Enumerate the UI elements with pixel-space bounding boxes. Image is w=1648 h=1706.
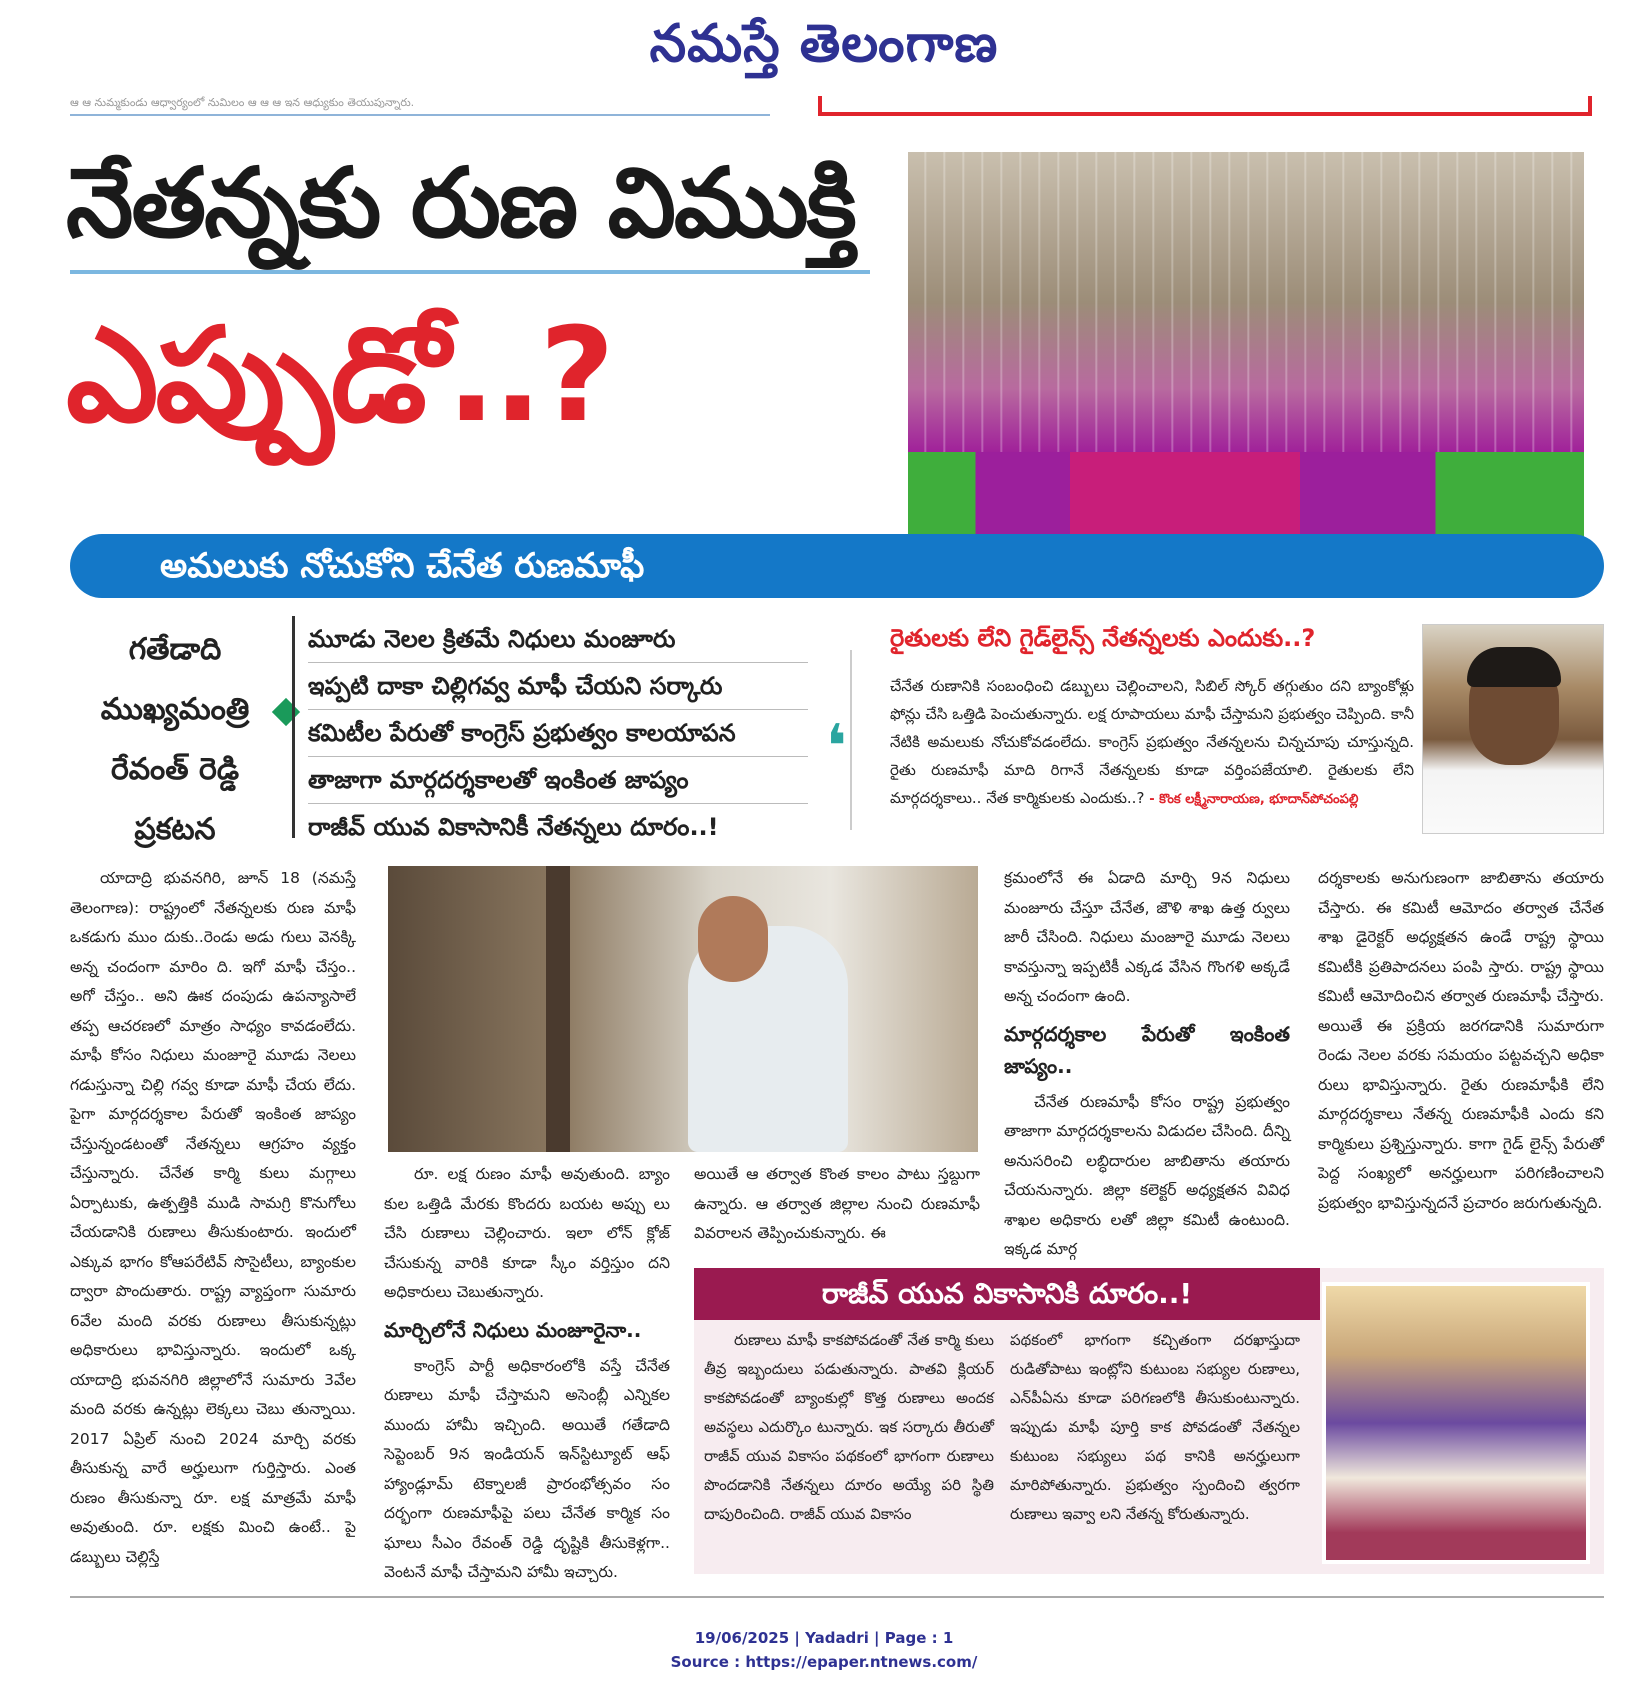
page-bottom-rule — [70, 1596, 1604, 1598]
quote-icon: ❛ — [826, 712, 847, 782]
side-label-line: రేవంత్ రెడ్డి — [110, 752, 240, 787]
side-label-line: ముఖ్యమంత్రి — [100, 692, 250, 727]
bullets-divider — [292, 616, 295, 838]
weaver-photo-pole — [546, 866, 570, 1152]
side-label — [70, 620, 280, 860]
sidebar-story-title: రాజీవ్ యువ వికాసానికి దూరం..! — [694, 1268, 1320, 1320]
portrait-photo — [1422, 624, 1604, 834]
article-column-3 — [694, 1160, 980, 1249]
headline-line2: ఎప్పుడో..? — [66, 299, 612, 451]
weaver-head — [698, 896, 768, 982]
sidebar-story-col-b — [1010, 1326, 1300, 1529]
sidebar-story-col-a — [704, 1326, 994, 1529]
weaver-photo — [388, 866, 978, 1152]
highlight-item: కమిటీల పేరుతో కాంగ్రెస్ ప్రభుత్వం కాలయాపన — [308, 710, 808, 757]
portrait-hair — [1467, 647, 1561, 687]
highlight-item: తాజాగా మార్గదర్శకాలతో ఇంకింత జాప్యం — [308, 757, 808, 804]
side-label-line: ప్రకటన — [134, 812, 216, 847]
footer-source-link[interactable]: Source : https://epaper.ntnews.com/ — [670, 1653, 978, 1671]
article-paragraph: క్రమంలోనే ఈ ఏడాది మార్చి 9న నిధులు మంజూరు చేస్తూ చేనేత, జౌళి శాఖ ఉత్త ర్వులు జారీ చేసింది. నిధులు మంజూరై మూడు నెలలు కావస్తున్నా ఇప్పటికీ ఎక్కడ వేసిన గొంగళి అక్కడే అన్న చందంగా ఉంది. — [1004, 869, 1290, 1005]
article-paragraph: పథకంలో భాగంగా కచ్చితంగా దరఖాస్తుదా రుడితోపాటు ఇంట్లోని కుటుంబ సభ్యుల రుణాలు, ఎన్‌పీఏను కూడా పరిగణలోకి తీసుకుంటున్నారు. ఇప్పుడు మాఫీ పూర్తి కాక పోవడంతో నేతన్నల కుటుంబ సభ్యులు పథ కానికి అనర్హులుగా మారిపోతున్నారు. ప్రభుత్వం స్పందించి త్వరగా రుణాలు ఇవ్వా లని నేతన్న కోరుతున్నారు. — [1010, 1331, 1300, 1523]
highlights-list — [308, 616, 808, 851]
footer-edition: 19/06/2025 | Yadadri | Page : 1 — [694, 1629, 954, 1647]
article-column-5 — [1318, 864, 1604, 1218]
subheadline: అమలుకు నోచుకోని చేనేత రుణమాఫీ — [160, 546, 645, 586]
side-label-line: గతేడాది — [128, 632, 222, 667]
article-subhead: మార్గదర్శకాల పేరుతో ఇంకింత జాప్యం.. — [1004, 1021, 1290, 1078]
article-paragraph: రుణాలు మాఫీ కాకపోవడంతో నేత కార్మి కులు తీవ్ర ఇబ్బందులు పడుతున్నారు. పాతవి క్లియర్ కాకపోవడంతో బ్యాంకుల్లో కొత్త రుణాలు అందక అవస్థలు ఎదుర్కొం టున్నారు. ఇక సర్కారు తీరుతో రాజీవ్ యువ వికాసం పథకంలో భాగంగా రుణాలు పొందడానికి నేతన్నలు దూరం అయ్యే పరి స్థితి దాపురించింది. రాజీవ్ యువ వికాసం — [704, 1331, 994, 1523]
article-paragraph: రూ. లక్ష రుణం మాఫీ అవుతుంది. బ్యాం కుల ఒత్తిడి మేరకు కొందరు బయట అప్పు లు చేసి రుణాలు చెల్లించారు. ఇలా లోన్ క్లోజ్ చేసుకున్న వారికి కూడా స్కీం వర్తిస్తుం దని అధికారులు చెబుతున్నారు. — [384, 1165, 670, 1301]
article-column-2 — [384, 1160, 670, 1588]
article-column-1 — [70, 864, 356, 1572]
highlight-item: ఇప్పటి దాకా చిల్లిగవ్వ మాఫీ చేయని సర్కారు — [308, 663, 808, 710]
article-paragraph: అయితే ఆ తర్వాత కొంత కాలం పాటు స్తబ్దుగా ఉన్నారు. ఆ తర్వాత జిల్లాల నుంచి రుణమాఫీ వివరాలన తెప్పించుకున్నారు. ఈ — [694, 1165, 980, 1242]
sidebar-loom-photo — [1322, 1282, 1590, 1564]
quote-text: చేనేత రుణానికి సంబంధించి డబ్బులు చెల్లించాలని, సిబిల్ స్కోర్ తగ్గుతుం దని బ్యాంకోళ్లు ఫోన్లు చేసి ఒత్తిడి పెంచుతున్నారు. లక్ష రూపాయలు మాఫీ చేస్తామని ప్రభుత్వం చెప్పింది. కానీ నేటికి అమలుకు నోచుకోవడంలేదు. కాంగ్రెస్ ప్రభుత్వం నేతన్నలను చిన్నచూపు చూస్తున్నది. రైతు రుణమాఫీ మాది రిగానే నేతన్నలకు కూడా వర్తింపజేయాలి. రైతులకు లేని మార్గదర్శకాలు.. నేత కార్మికులకు ఎందుకు..? — [890, 677, 1414, 807]
masthead-logo: నమస్తే తెలంగాణ — [649, 14, 999, 74]
top-strip-frame — [818, 96, 1592, 116]
highlight-item: మూడు నెలల క్రితమే నిధులు మంజూరు — [308, 616, 808, 663]
top-strip-text: ఆ ఆ నుమ్మకుండు ఆధ్వార్యంలో నుమిలం ఆ ఆ ఆ ఇన ఆధ్యుకుం తెయుపున్నారు. — [70, 96, 770, 116]
page-footer — [0, 1626, 1648, 1674]
quote-credit: - కొంక లక్ష్మీనారాయణ, భూదాన్‌పోచంపల్లి — [1149, 792, 1359, 807]
article-paragraph: యాదాద్రి భువనగిరి, జూన్ 18 (నమస్తే తెలంగాణ): రాష్ట్రంలో నేతన్నలకు రుణ మాఫీ ఒకడుగు ముం దుకు..రెండు అడు గులు వెనక్కి అన్న చందంగా మారిం ది. ఇగో మాఫీ చేస్తం.. అగో చేస్తం.. అని ఊక దంపుడు ఉపన్యాసాలే తప్ప ఆచరణలో మాత్రం సాధ్యం కావడంలేదు. మాఫీ కోసం నిధులు మంజూరై మూడు నెలలు గడుస్తున్నా చిల్లి గవ్వ కూడా మాఫీ చేయ లేదు. పైగా మార్గదర్శకాల పేరుతో ఇంకింత జాప్యం చేస్తున్నండటంతో నేతన్నలు ఆగ్రహం వ్యక్తం చేస్తున్నారు. చేనేత కార్మి కులు మగ్గాలు ఏర్పాటుకు, ఉత్పత్తికి ముడి సామగ్రి కొనుగోలు చేయడానికి రుణాలు తీసుకుంటారు. ఇందులో ఎక్కువ భాగం కోఆపరేటివ్ సొసైటీలు, బ్యాంకుల ద్వారా పొందుతారు. రాష్ట్ర వ్యాప్తంగా సుమారు 6వేల మంది వరకు రుణాలు తీసుకున్నట్లు అధికారులు భావిస్తున్నారు. ఇందులో ఒక్క యాదాద్రి భువనగిరి జిల్లాలోనే సుమారు 3వేల మంది వరకు ఉన్నట్లు లెక్కలు చెబు తున్నాయి. 2017 ఏప్రిల్ నుంచి 2024 మార్చి వరకు తీసుకున్న వారే అర్హులుగా గుర్తిస్తారు. ఎంత రుణం తీసుకున్నా రూ. లక్ష మాత్రమే మాఫీ అవుతుంది. రూ. లక్షకు మించి ఉంటే.. పై డబ్బులు చెల్లిస్తే — [70, 869, 356, 1566]
article-paragraph: చేనేత రుణమాఫీ కోసం రాష్ట్ర ప్రభుత్వం తాజాగా మార్గదర్శకాలను విడుదల చేసింది. దీన్ని అనుసరించి లబ్ధిదారుల జాబితాను తయారు చేయనున్నారు. జిల్లా కలెక్టర్ అధ్యక్షతన వివిధ శాఖల అధికారు లతో జిల్లా కమిటీ ఉంటుంది. ఇక్కడ మార్గ — [1004, 1092, 1290, 1258]
quote-divider — [850, 650, 852, 830]
quote-title: రైతులకు లేని గైడ్‌లైన్స్ నేతన్నలకు ఎందుకు..? — [890, 624, 1316, 652]
loom-cloth-roll — [908, 452, 1584, 542]
highlight-item: రాజీవ్ యువ వికాసానికీ నేతన్నలు దూరం..! — [308, 813, 719, 841]
article-subhead: మార్చిలోనే నిధులు మంజూరైనా.. — [384, 1317, 642, 1342]
headline-line1: నేతన్నకు రుణ విముక్తి — [66, 147, 855, 259]
headline-rule — [70, 270, 870, 274]
article-column-4 — [1004, 864, 1290, 1265]
quote-body — [890, 672, 1414, 814]
article-paragraph: దర్శకాలకు అనుగుణంగా జాబితాను తయారు చేస్తారు. ఈ కమిటీ ఆమోదం తర్వాత చేనేత శాఖ డైరెక్టర్ అధ్యక్షతన ఉండే రాష్ట్ర స్థాయి కమిటీకి ప్రతిపాదనలు పంపి స్తారు. రాష్ట్ర స్థాయి కమిటీ ఆమోదించిన తర్వాత రుణమాఫీ చేస్తారు. అయితే ఈ ప్రక్రియ జరగడానికి సుమారుగా రెండు నెలల వరకు సమయం పట్టవచ్చని అధికా రులు భావిస్తున్నారు. రైతు రుణమాఫీకి లేని మార్గదర్శకాలు నేతన్న రుణమాఫీకి ఎందు కని కార్మికులు ప్రశ్నిస్తున్నారు. కాగా గైడ్ లైన్స్ పేరుతో పెద్ద సంఖ్యలో అనర్హులుగా పరిగణించాలని ప్రభుత్వం భావిస్తున్నదనే ప్రచారం జరుగుతున్నది. — [1318, 869, 1604, 1212]
article-paragraph: కాంగ్రెస్ పార్టీ అధికారంలోకి వస్తే చేనేత రుణాలు మాఫీ చేస్తామని అసెంబ్లీ ఎన్నికల ముందు హామీ ఇచ్చింది. అయితే గతేడాది సెప్టెంబర్ 9న ఇండియన్ ఇన్‌స్టిట్యూట్ ఆఫ్ హ్యాండ్లూమ్ టెక్నాలజీ ప్రారంభోత్సవం సం దర్భంగా రుణమాఫీపై పలు చేనేత కార్మిక సం ఘాలు సీఎం రేవంత్ రెడ్డి దృష్టికి తీసుకెళ్లగా.. వెంటనే మాఫీ చేస్తామని హామీ ఇచ్చారు. — [384, 1356, 670, 1581]
loom-photo — [908, 152, 1584, 582]
